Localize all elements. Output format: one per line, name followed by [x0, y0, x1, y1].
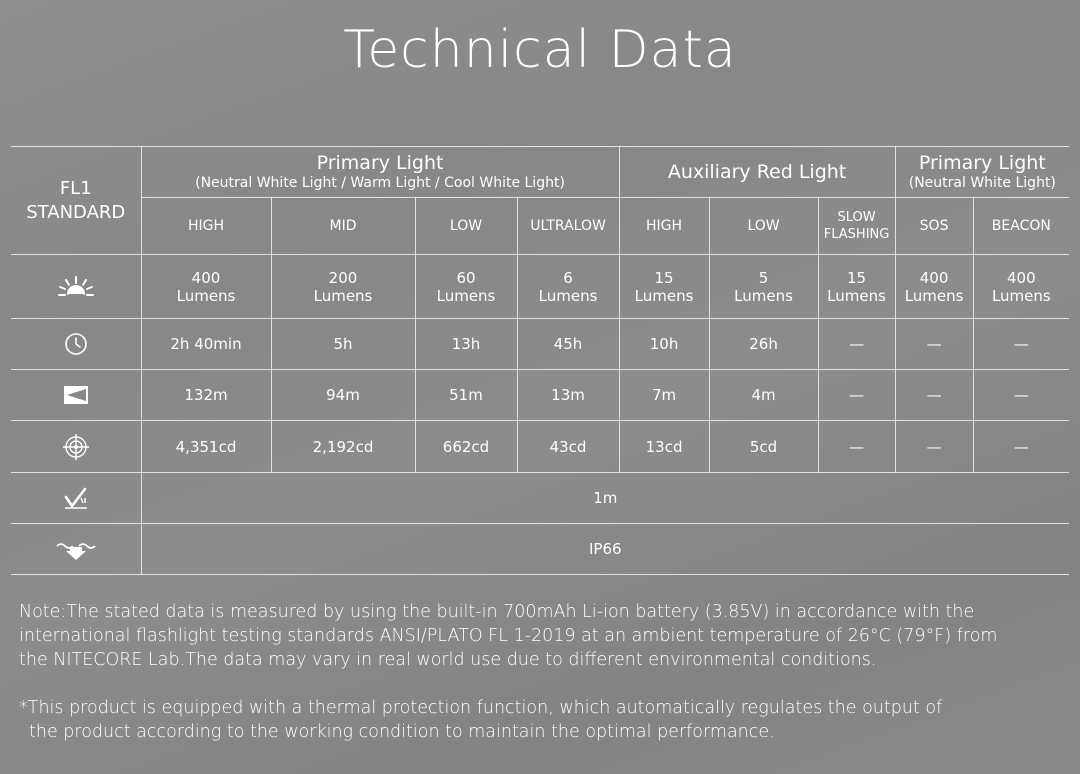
output-value: 6 — [563, 268, 573, 287]
model-name: FL1 — [59, 177, 92, 199]
mode-header: LOW — [709, 198, 818, 255]
output-unit: Lumens — [313, 286, 373, 305]
runtime-value: 45h — [517, 319, 619, 370]
model-cell — [11, 147, 141, 255]
output-cell — [619, 255, 709, 319]
output-value: 200 — [328, 268, 358, 287]
output-unit: Lumens — [827, 286, 886, 305]
runtime-value: — — [818, 319, 895, 370]
output-row — [11, 255, 1069, 319]
distance-row — [11, 370, 1069, 421]
thermal-note — [19, 696, 1069, 744]
waterproof-icon — [11, 524, 141, 575]
note-line: international flashlight testing standards ANSI/PLATO FL 1-2019 at an ambient temperature of 26°C (79°F) from — [19, 626, 998, 646]
intensity-value: 13cd — [619, 421, 709, 473]
output-value: 5 — [758, 268, 769, 287]
output-unit: Lumens — [436, 286, 496, 305]
mode-header: BEACON — [973, 198, 1069, 255]
mode-header: LOW — [415, 198, 517, 255]
mode-header: ULTRALOW — [517, 198, 619, 255]
mode-header: SOS — [895, 198, 973, 255]
output-unit: Lumens — [904, 286, 964, 305]
group-subtitle: (Neutral White Light / Warm Light / Cool White Light) — [195, 175, 565, 191]
output-cell — [709, 255, 818, 319]
group-title: Primary Light — [918, 152, 1046, 174]
brightness-icon — [11, 255, 141, 319]
output-cell — [895, 255, 973, 319]
group-subtitle: (Neutral White Light) — [908, 175, 1056, 191]
output-unit: Lumens — [176, 286, 236, 305]
distance-value: 51m — [415, 370, 517, 421]
output-unit: Lumens — [538, 286, 598, 305]
output-cell — [141, 255, 271, 319]
beam-distance-icon — [11, 370, 141, 421]
intensity-value: 5cd — [709, 421, 818, 473]
mode-header: MID — [271, 198, 415, 255]
note-line: *This product is equipped with a thermal protection function, which automatically regulates the output of — [19, 698, 943, 718]
runtime-row — [11, 319, 1069, 370]
output-unit: Lumens — [991, 286, 1051, 305]
page-title: Technical Data — [343, 20, 737, 80]
runtime-value: — — [973, 319, 1069, 370]
model-variant: STANDARD — [26, 201, 126, 223]
output-value: 400 — [1007, 268, 1036, 287]
peak-intensity-icon — [11, 421, 141, 473]
distance-value: 132m — [141, 370, 271, 421]
mode-header-line: SLOW — [837, 210, 876, 225]
note-line: the NITECORE Lab.The data may vary in real world use due to different environmental conditions. — [19, 650, 877, 670]
mode-header-line: FLASHING — [823, 227, 890, 242]
runtime-value: 2h 40min — [141, 319, 271, 370]
note-line: Note:The stated data is measured by using the built-in 700mAh Li-ion battery (3.85V) in accordance with the — [19, 602, 975, 622]
group-primary-light — [141, 147, 619, 198]
runtime-value: 5h — [271, 319, 415, 370]
impact-value: 1m — [141, 473, 1069, 524]
output-cell — [818, 255, 895, 319]
group-title: Primary Light — [316, 152, 444, 174]
output-cell — [415, 255, 517, 319]
waterproof-row — [11, 524, 1069, 575]
distance-value: 13m — [517, 370, 619, 421]
group-title: Auxiliary Red Light — [667, 161, 847, 183]
output-unit: Lumens — [634, 286, 694, 305]
waterproof-value: IP66 — [141, 524, 1069, 575]
distance-value: — — [818, 370, 895, 421]
runtime-value: 10h — [619, 319, 709, 370]
intensity-value: — — [973, 421, 1069, 473]
distance-value: — — [895, 370, 973, 421]
distance-value: 7m — [619, 370, 709, 421]
impact-resistance-icon — [11, 473, 141, 524]
intensity-value: 662cd — [415, 421, 517, 473]
intensity-value: — — [895, 421, 973, 473]
output-unit: Lumens — [734, 286, 793, 305]
output-cell — [271, 255, 415, 319]
intensity-value: — — [818, 421, 895, 473]
output-value: 15 — [654, 268, 674, 287]
impact-row — [11, 473, 1069, 524]
output-value: 400 — [191, 268, 221, 287]
mode-header-slow-flashing — [818, 198, 895, 255]
measurement-note — [19, 600, 1069, 672]
runtime-value: 13h — [415, 319, 517, 370]
output-cell — [517, 255, 619, 319]
distance-value: 4m — [709, 370, 818, 421]
output-value: 15 — [847, 268, 867, 287]
clock-icon — [11, 319, 141, 370]
group-primary-light-neutral — [895, 147, 1069, 198]
runtime-value: — — [895, 319, 973, 370]
mode-header: HIGH — [141, 198, 271, 255]
output-cell — [973, 255, 1069, 319]
mode-header: HIGH — [619, 198, 709, 255]
output-value: 60 — [456, 268, 476, 287]
distance-value: 94m — [271, 370, 415, 421]
technical-data-table — [11, 146, 1069, 575]
intensity-value: 43cd — [517, 421, 619, 473]
output-value: 400 — [919, 268, 949, 287]
intensity-value: 4,351cd — [141, 421, 271, 473]
note-line: the product according to the working condition to maintain the optimal performance. — [29, 722, 775, 742]
intensity-row — [11, 421, 1069, 473]
distance-value: — — [973, 370, 1069, 421]
intensity-value: 2,192cd — [271, 421, 415, 473]
runtime-value: 26h — [709, 319, 818, 370]
group-auxiliary-red-light — [619, 147, 895, 198]
